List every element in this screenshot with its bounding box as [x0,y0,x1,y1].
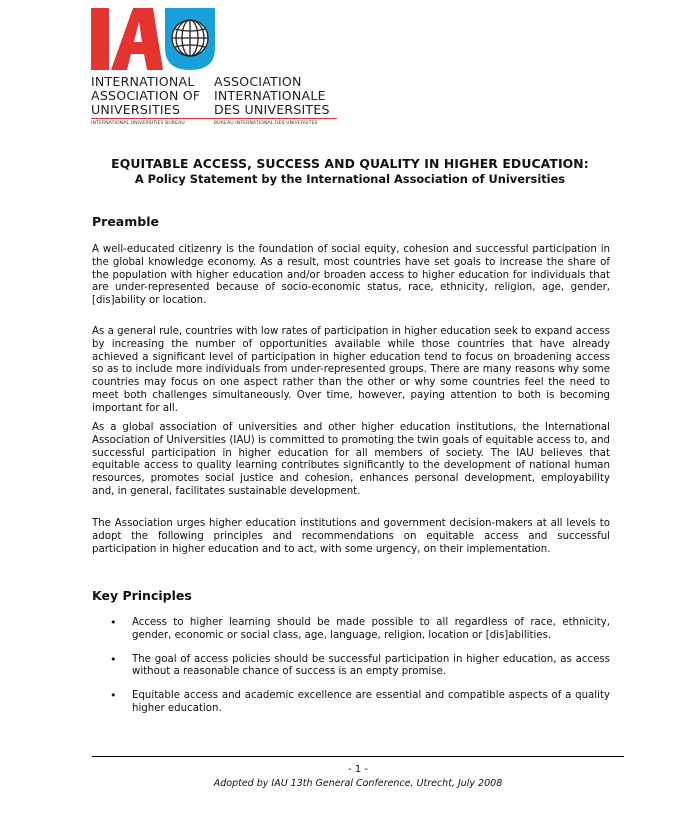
logo-text-fr: DES UNIVERSITES [214,102,330,117]
list-item [92,654,610,680]
key-principles-heading: Key Principles [92,588,192,603]
document-title: EQUITABLE ACCESS, SUCCESS AND QUALITY IN HIGHER EDUCATION: [111,156,589,171]
document-subtitle: A Policy Statement by the International Association of Universities [134,172,566,186]
preamble-heading: Preamble [92,214,159,229]
logo-text [91,75,351,117]
bullet-icon: • [110,652,117,666]
logo-subtitle-fr: BUREAU INTERNATIONAL DES UNIVERSITES [214,121,318,126]
logo-subtitle [91,121,318,126]
list-item [92,690,610,716]
key-principles-list [92,617,612,727]
preamble-paragraph-2: As a general rule, countries with low rates of participation in higher education seek to expand access by increasing the number of opportunities available while those countries that have already achieved a significant level of participation in higher education tend to focus on broadening access so as to include more individuals from under-represented groups. There are many reasons why some countries may focus on one aspect rather than the other or why some countries feel the need to meet both challenges simultaneously. Over time, however, paying attention to both is becoming important for all. [92,326,610,414]
list-item [92,617,610,643]
logo-row [91,103,351,117]
footer-divider [92,756,624,757]
logo-text-en: UNIVERSITIES [91,102,181,117]
logo-text-en: INTERNATIONAL [91,74,195,89]
list-item-text: Access to higher learning should be made possible to all regardless of race, ethnicity, gender, economic or social class, age, language, religion, location or [dis]abilities. [132,617,610,641]
footer-note: Adopted by IAU 13th General Conference, Utrecht, July 2008 [213,778,503,789]
iau-logo-mark [91,8,215,70]
logo-text-en: ASSOCIATION OF [91,88,201,103]
preamble-paragraph-1: A well-educated citizenry is the foundation of social equity, cohesion and successful participation in the global knowledge economy. As a result, most countries have set goals to increase the share of the population with higher education and/or broaden access to higher education for individuals that are under-represented because of socio-economic status, race, ethnicity, religion, age, gender, [dis]ability or location. [92,244,610,307]
page-number: - 1 - [348,764,368,775]
logo-subtitle-en: INTERNATIONAL UNIVERSITIES BUREAU [91,121,185,126]
logo-row [91,89,351,103]
preamble-paragraph-3: As a global association of universities and other higher education institutions, the International Association of Universities (IAU) is committed to promoting the twin goals of equitable access to, and successful participation in higher education for all members of society. The IAU believes that equitable access to quality learning contributes significantly to the development of national human resources, promotes social justice and cohesion, enhances personal development, employability and, in general, facilitates sustainable development. [92,422,610,497]
list-item-text: Equitable access and academic excellence are essential and compatible aspects of a quality higher education. [132,690,610,714]
logo-text-fr: ASSOCIATION [214,74,302,89]
list-item-text: The goal of access policies should be successful participation in higher education, as access without a reasonable chance of success is an empty promise. [132,653,610,678]
iau-logo [91,8,351,126]
logo-text-fr: INTERNATIONALE [214,88,326,103]
bullet-icon: • [110,616,117,629]
logo-row [91,75,351,89]
logo-divider [91,118,337,119]
bullet-icon: • [110,689,117,703]
preamble-paragraph-4: The Association urges higher education institutions and government decision-makers at all levels to adopt the following principles and recommendations on equitable access and successful participation in higher education and to act, with some urgency, on their implementation. [92,518,610,555]
